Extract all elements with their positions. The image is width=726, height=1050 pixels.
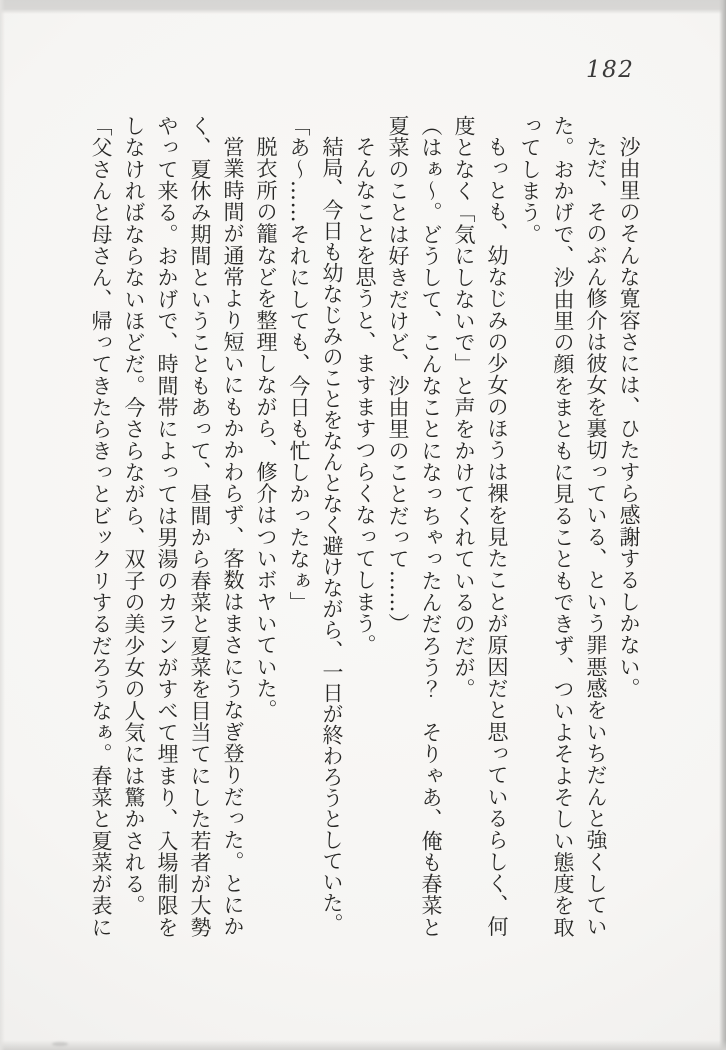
text-line: 結局、今日も幼なじみのことをなんとなく避けながら、一日が終わろうとしていた。 — [320, 136, 344, 934]
scan-edge-right — [719, 0, 726, 1050]
text-line: 「あ～……それにしても、今日も忙しかったなぁ」 — [287, 115, 311, 614]
scan-edge-bottom — [0, 1040, 726, 1050]
text-line: そんなことを思うと、ますますつらくなってしまう。 — [353, 136, 377, 656]
page-text — [84, 115, 645, 943]
text-line: 脱衣所の籠などを整理しながら、修介はついボヤいていた。 — [254, 136, 278, 721]
text-line: 営業時間が通常より短いにもかかわらず、客数はまさにうなぎ登りだった。とにか — [221, 136, 245, 938]
text-line: く、夏休み期間ということもあって、昼間から春菜と夏菜を目当てにした若者が大勢 — [188, 115, 212, 939]
text-line: やって来る。おかげで、時間帯によっては男湯のカランがすべて埋まり、入場制限を — [155, 115, 179, 939]
scan-edge-left — [0, 0, 5, 1050]
page-number: 182 — [586, 57, 635, 83]
text-line: ってしまう。 — [518, 115, 542, 245]
text-line: ただ、そのぶん修介は彼女を裏切っている、という罪悪感をいちだんと強くしてい — [584, 136, 608, 938]
text-line: 夏菜のことは好きだけど、沙由里のことだって……） — [386, 115, 410, 635]
scan-smudge — [52, 1042, 68, 1046]
text-line: （はぁ～。どうして、こんなことになっちゃったんだろう？ そりゃあ、俺も春菜と — [419, 115, 443, 939]
text-line: た。おかげで、沙由里の顔をまともに見ることもできず、ついよそよそしい態度を取 — [551, 115, 575, 939]
text-line: 「父さんと母さん、帰ってきたらきっとビックリするだろうなぁ。春菜と夏菜が表に — [89, 115, 113, 939]
text-line: 沙由里のそんな寛容さには、ひたすら感謝するしかない。 — [617, 136, 641, 700]
text-line: 度となく「気にしないで」と声をかけてくれているのだが。 — [452, 115, 476, 700]
text-line: もっとも、幼なじみの少女のほうは裸を見たことが原因だと思っているらしく、何 — [485, 136, 509, 938]
text-line: しなければならないほどだ。今さらながら、双子の美少女の人気には驚かされる。 — [122, 115, 146, 917]
scan-edge-top — [0, 0, 726, 14]
